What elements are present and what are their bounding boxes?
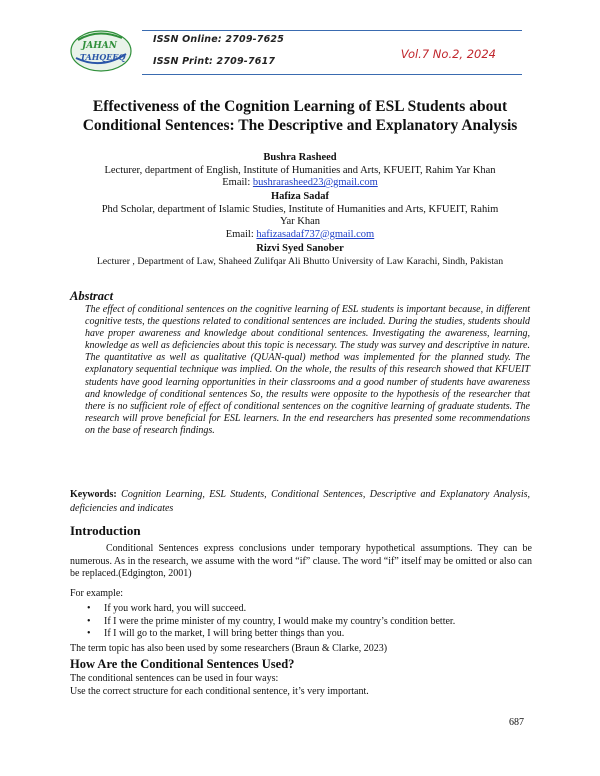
page-number: 687 [509,717,524,728]
author-affiliation-line-1: Phd Scholar, department of Islamic Studies, Institute of Humanities and Arts, KFUEIT, Rahim [101,203,499,215]
list-item: • If you work hard, you will succeed. [82,603,532,616]
how-section-line-1: The conditional sentences can be used in four ways: [70,673,279,684]
list-item: • If I were the prime minister of my country, I would make my country’s condition better. [82,616,532,629]
example-list [82,603,532,641]
author-name: Hafiza Sadaf [270,191,330,202]
author-block-1 [30,152,570,190]
abstract-text: The effect of conditional sentences on the cognitive learning of ESL students is important because, in different cognitive tests, the questions related to conditional sentences are included. During the studies, students should have proper awareness and knowledge about conditional sentences. Investigating the awareness, learning, knowledge as well as deficiencies about this topic is necessary. The study was survey and descriptive in nature. The quantitative as well as qualitative (QUAN-qual) method was implemented for the planned study. The explanatory sequential technique was implied. On the whole, the results of this research showed that KFUEIT students have good learning opportunities in their classrooms and a good number of students have awareness and knowledge of conditional sentences So, the results were opposite to the hypothesis of the researcher that there is no sufficient role of effect of conditional sentences on the cognitive learning of graduate students. The research will prove beneficial for ESL learners. In the end researchers has presented some recommendations on the base of research findings. [85,304,530,436]
author-name: Bushra Rasheed [263,152,337,163]
author-name: Rizvi Syed Sanober [256,243,344,254]
author-email-link[interactable]: bushrarasheed23@gmail.com [252,177,378,188]
introduction-paragraph: Conditional Sentences express conclusions under temporary hypothetical assumptions. They can be numerous. As in the research, we assume with the word “if” clause. The word “if” itself may be omitted or also can be replaced.(Edgington, 2001) [70,543,532,579]
term-note: The term topic has also been used by some researchers (Braun & Clarke, 2023) [70,643,388,654]
author-block-2 [30,191,570,241]
author-email-line [30,229,570,242]
list-item: • If I will go to the market, I will bring better things than you. [82,628,532,641]
svg-text:JAHAN: JAHAN [82,41,117,51]
header-rule-top [142,30,522,31]
svg-text:TAHQEEQ: TAHQEEQ [80,52,126,62]
paper-title [40,97,560,135]
header-rule-bottom [142,74,522,75]
for-example-label: For example: [70,588,124,599]
how-section-line-2: Use the correct structure for each conditional sentence, it’s very important. [70,686,369,697]
email-label: Email: [222,177,253,188]
author-affiliation: Lecturer , Department of Law, Shaheed Zulifqar Ali Bhutto University of Law Karachi, Sindh, Pakistan [96,255,504,267]
title-line-1: Effectiveness of the Cognition Learning of ESL Students about [92,98,508,115]
author-block-3 [30,243,570,268]
journal-header [58,24,522,80]
introduction-heading: Introduction [70,523,141,538]
email-label: Email: [225,228,257,240]
journal-logo [68,24,134,74]
keywords [70,488,530,516]
volume-issue: Vol.7 No.2, 2024 [400,47,496,61]
keywords-label: Keywords: [70,489,117,500]
author-email-link[interactable]: hafizasadaf737@gmail.com [256,228,375,240]
how-section-heading: How Are the Conditional Sentences Used? [70,657,295,671]
author-email-line [30,177,570,190]
keywords-text: Cognition Learning, ESL Students, Conditional Sentences, Descriptive and Explanatory Analysis, deficiencies and indicates [70,489,530,514]
title-line-2: Conditional Sentences: The Descriptive and Explanatory Analysis [82,117,518,134]
abstract-heading: Abstract [70,289,114,303]
issn-online: ISSN Online: 2709-7625 [153,34,285,45]
author-affiliation-line-2: Yar Khan [279,216,321,227]
issn-print: ISSN Print: 2709-7617 [153,56,276,67]
author-affiliation: Lecturer, department of English, Institute of Humanities and Arts, KFUEIT, Rahim Yar Khan [104,164,496,176]
